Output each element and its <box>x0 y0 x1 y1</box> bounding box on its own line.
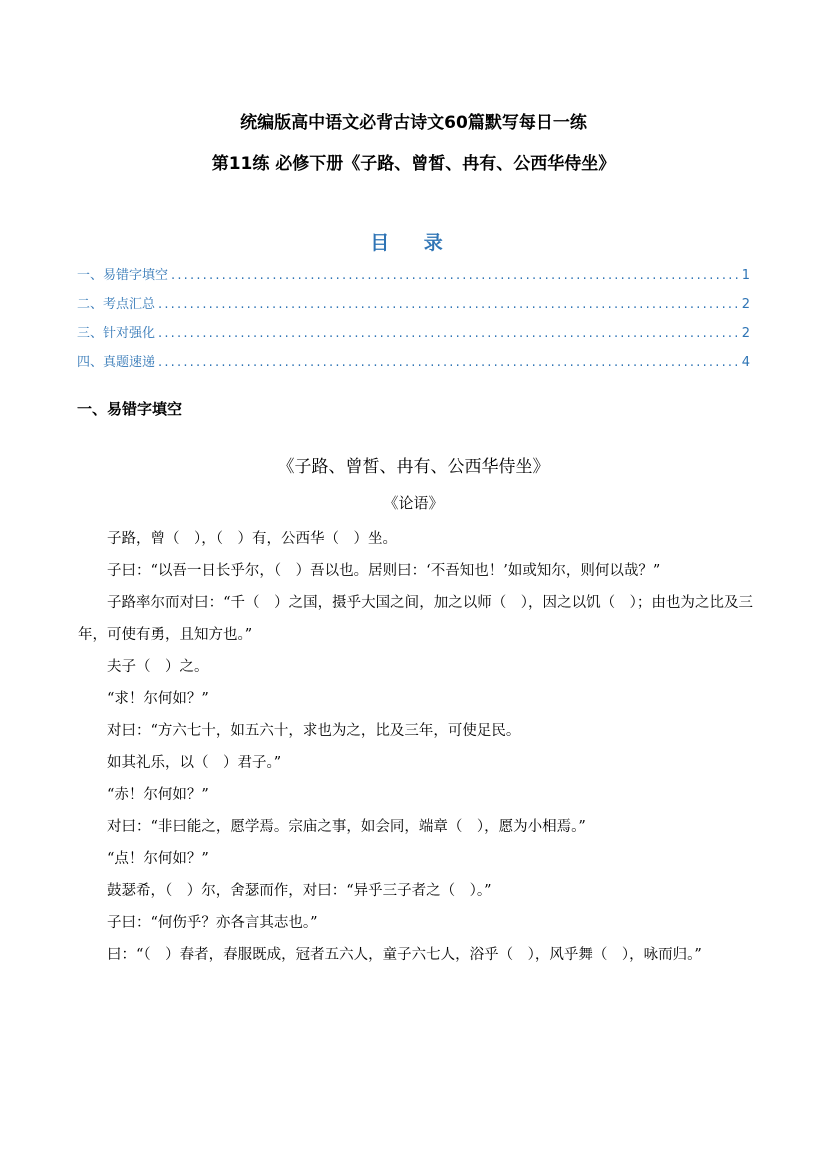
toc-item-2[interactable] <box>77 295 750 324</box>
toc-item-1[interactable] <box>77 266 750 295</box>
paragraph: 对曰：“非曰能之，愿学焉。宗庙之事，如会同，端章（ ），愿为小相焉。” <box>107 819 586 835</box>
paragraph: “点！尔何如？” <box>107 851 209 867</box>
toc-item-label[interactable]: 四、真题速递 <box>77 355 156 370</box>
paragraph: “求！尔何如？” <box>107 691 209 707</box>
toc-leader-dots <box>171 266 739 286</box>
paragraph: “赤！尔何如？” <box>107 787 209 803</box>
paragraph: 如其礼乐，以（ ）君子。” <box>107 755 282 771</box>
paragraph: 对曰：“方六七十，如五六十，求也为之，比及三年，可使足民。 <box>107 723 521 739</box>
poem-title: 《子路、曾皙、冉有、公西华侍坐》 <box>277 457 550 477</box>
poem-body <box>78 523 753 971</box>
document-title: 统编版高中语文必背古诗文60篇默写每日一练 <box>240 113 587 133</box>
toc-item-label[interactable]: 三、针对强化 <box>77 326 156 341</box>
toc-leader-dots <box>158 353 739 373</box>
paragraph: 曰：“（ ）春者，春服既成，冠者五六人，童子六七人，浴乎（ ），风乎舞（ ），咏而归。” <box>107 947 702 963</box>
toc-item-4[interactable] <box>77 353 750 382</box>
toc-leader-dots <box>158 324 739 344</box>
toc-item-page[interactable]: 4 <box>741 355 750 370</box>
toc-item-label[interactable]: 一、易错字填空 <box>77 268 169 283</box>
paragraph: 子曰：“以吾一日长乎尔，（ ）吾以也。居则曰：‘不吾知也！’如或知尔，则何以哉？” <box>107 563 661 579</box>
paragraph: 子路，曾（ ），（ ）有，公西华（ ）坐。 <box>107 531 397 547</box>
paragraph: 鼓瑟希，（ ）尔，舍瑟而作，对曰：“异乎三子者之（ ）。” <box>107 883 492 899</box>
paragraph: 子曰：“何伤乎？亦各言其志也。” <box>107 915 318 931</box>
poem-author: 《论语》 <box>383 494 444 512</box>
toc-item-3[interactable] <box>77 324 750 353</box>
toc-item-label[interactable]: 二、考点汇总 <box>77 297 156 312</box>
toc-item-page[interactable]: 2 <box>741 326 750 341</box>
toc-item-page[interactable]: 1 <box>741 268 750 283</box>
paragraph: 子路率尔而对曰：“千（ ）之国，摄乎大国之间，加之以师（ ），因之以饥（ ）；由也为之比及三年，可使有勇，且知方也。” <box>78 595 753 643</box>
toc-item-page[interactable]: 2 <box>741 297 750 312</box>
document-subtitle: 第11练 必修下册《子路、曾皙、冉有、公西华侍坐》 <box>211 154 616 174</box>
table-of-contents <box>77 266 750 382</box>
toc-leader-dots <box>158 295 739 315</box>
paragraph: 夫子（ ）之。 <box>107 659 209 675</box>
toc-title: 目 录 <box>370 232 457 254</box>
section-heading: 一、易错字填空 <box>77 400 183 418</box>
